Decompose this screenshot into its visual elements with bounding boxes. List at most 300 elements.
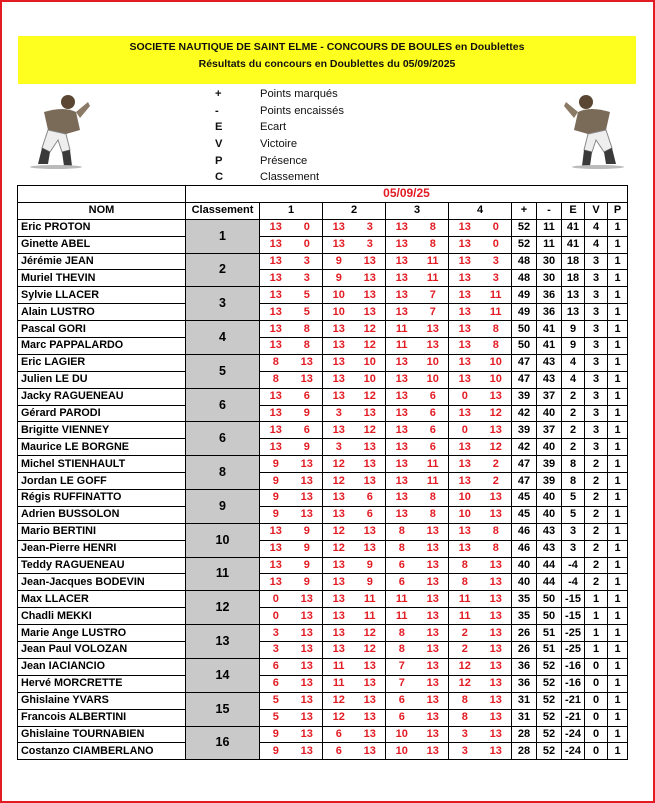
player-name: Brigitte VIENNEY [18, 422, 186, 439]
score-cell: 13 [355, 253, 386, 270]
score-cell: 13 [323, 338, 355, 355]
table-row [18, 692, 628, 709]
score-cell: 10 [449, 506, 481, 523]
table-row [18, 726, 628, 743]
presence-value: 1 [608, 321, 628, 338]
gap-value: -24 [562, 743, 585, 760]
points-scored: 28 [512, 743, 537, 760]
score-cell: 13 [481, 574, 512, 591]
wins-value: 1 [585, 591, 608, 608]
team-rank: 4 [186, 321, 260, 355]
score-cell: 13 [323, 388, 355, 405]
wins-value: 0 [585, 658, 608, 675]
score-cell: 13 [386, 506, 418, 523]
wins-value: 1 [585, 625, 608, 642]
score-cell: 12 [355, 388, 386, 405]
points-conceded: 39 [537, 473, 562, 490]
score-cell: 0 [260, 591, 292, 608]
presence-value: 1 [608, 219, 628, 236]
presence-value: 1 [608, 506, 628, 523]
wins-value: 3 [585, 388, 608, 405]
score-cell: 0 [481, 219, 512, 236]
score-cell: 13 [323, 219, 355, 236]
score-cell: 12 [323, 473, 355, 490]
legend-row [205, 152, 344, 169]
score-cell: 12 [355, 338, 386, 355]
score-cell: 10 [386, 743, 418, 760]
points-scored: 48 [512, 253, 537, 270]
score-cell: 13 [323, 574, 355, 591]
score-cell: 11 [481, 287, 512, 304]
player-name: Ginette ABEL [18, 236, 186, 253]
player-name: Jean-Jacques BODEVIN [18, 574, 186, 591]
score-cell: 12 [323, 692, 355, 709]
score-cell: 13 [449, 287, 481, 304]
score-cell: 13 [449, 473, 481, 490]
player-name: Mario BERTINI [18, 523, 186, 540]
score-cell: 13 [481, 726, 512, 743]
score-cell: 2 [481, 456, 512, 473]
table-row [18, 625, 628, 642]
score-cell: 13 [386, 456, 418, 473]
score-cell: 6 [418, 439, 449, 456]
presence-value: 1 [608, 456, 628, 473]
score-cell: 13 [449, 338, 481, 355]
score-cell: 11 [418, 456, 449, 473]
score-cell: 9 [260, 506, 292, 523]
gap-value: -4 [562, 557, 585, 574]
points-scored: 49 [512, 287, 537, 304]
legend-symbol: P [215, 154, 223, 167]
score-cell: 13 [449, 354, 481, 371]
score-cell: 0 [260, 608, 292, 625]
score-cell: 13 [323, 625, 355, 642]
score-cell: 13 [260, 304, 292, 321]
points-conceded: 40 [537, 405, 562, 422]
player-name: Marie Ange LUSTRO [18, 625, 186, 642]
player-name: Sylvie LLACER [18, 287, 186, 304]
score-cell: 13 [449, 540, 481, 557]
points-conceded: 44 [537, 557, 562, 574]
score-cell: 13 [292, 473, 323, 490]
wins-value: 3 [585, 253, 608, 270]
table-row [18, 608, 628, 625]
score-cell: 12 [323, 523, 355, 540]
score-cell: 11 [323, 675, 355, 692]
score-cell: 8 [386, 523, 418, 540]
presence-value: 1 [608, 388, 628, 405]
table-row [18, 523, 628, 540]
player-name: Costanzo CIAMBERLANO [18, 743, 186, 760]
score-cell: 8 [418, 236, 449, 253]
score-cell: 13 [292, 743, 323, 760]
score-cell: 13 [481, 709, 512, 726]
team-rank: 12 [186, 591, 260, 625]
gap-value: 4 [562, 354, 585, 371]
points-conceded: 40 [537, 506, 562, 523]
score-cell: 13 [260, 270, 292, 287]
score-cell: 13 [386, 405, 418, 422]
col-header-v: V [585, 202, 608, 219]
results-table [17, 185, 628, 760]
player-name: Jacky RAGUENEAU [18, 388, 186, 405]
legend-label: Présence [260, 154, 308, 167]
score-cell: 13 [386, 371, 418, 388]
points-conceded: 36 [537, 304, 562, 321]
score-cell: 13 [449, 236, 481, 253]
score-cell: 6 [418, 405, 449, 422]
player-name: Adrien BUSSOLON [18, 506, 186, 523]
score-cell: 7 [418, 287, 449, 304]
gap-value: 4 [562, 371, 585, 388]
score-cell: 13 [355, 287, 386, 304]
player-name: Michel STIENHAULT [18, 456, 186, 473]
gap-value: 5 [562, 506, 585, 523]
legend-label: Points encaissés [260, 104, 344, 117]
score-cell: 13 [386, 354, 418, 371]
score-cell: 11 [418, 270, 449, 287]
gap-value: -21 [562, 709, 585, 726]
wins-value: 3 [585, 405, 608, 422]
presence-value: 1 [608, 608, 628, 625]
player-name: Jean-Pierre HENRI [18, 540, 186, 557]
gap-value: -25 [562, 642, 585, 659]
points-conceded: 52 [537, 692, 562, 709]
col-header-round-4: 4 [449, 202, 512, 219]
score-cell: 13 [386, 287, 418, 304]
score-cell: 8 [449, 574, 481, 591]
points-scored: 39 [512, 422, 537, 439]
points-scored: 31 [512, 709, 537, 726]
score-cell: 10 [323, 304, 355, 321]
gap-value: 5 [562, 490, 585, 507]
table-row [18, 658, 628, 675]
score-cell: 13 [481, 490, 512, 507]
presence-value: 1 [608, 557, 628, 574]
points-scored: 48 [512, 270, 537, 287]
table-row [18, 473, 628, 490]
score-cell: 13 [481, 658, 512, 675]
score-cell: 3 [481, 253, 512, 270]
points-scored: 42 [512, 439, 537, 456]
score-cell: 9 [292, 405, 323, 422]
score-cell: 13 [418, 574, 449, 591]
score-cell: 9 [260, 743, 292, 760]
legend-row [205, 119, 344, 136]
score-cell: 11 [386, 321, 418, 338]
boules-player-left-icon [26, 90, 92, 170]
gap-value: 9 [562, 321, 585, 338]
score-cell: 3 [355, 219, 386, 236]
presence-value: 1 [608, 354, 628, 371]
score-cell: 13 [292, 709, 323, 726]
wins-value: 0 [585, 709, 608, 726]
player-name: Eric PROTON [18, 219, 186, 236]
presence-value: 1 [608, 675, 628, 692]
score-cell: 3 [449, 726, 481, 743]
score-cell: 6 [386, 574, 418, 591]
score-cell: 13 [418, 726, 449, 743]
points-scored: 26 [512, 625, 537, 642]
score-cell: 7 [386, 675, 418, 692]
score-cell: 13 [355, 439, 386, 456]
score-cell: 13 [260, 523, 292, 540]
score-cell: 13 [355, 473, 386, 490]
wins-value: 2 [585, 540, 608, 557]
score-cell: 13 [292, 371, 323, 388]
presence-value: 1 [608, 743, 628, 760]
legend-label: Victoire [260, 138, 298, 151]
team-rank: 10 [186, 523, 260, 557]
wins-value: 0 [585, 743, 608, 760]
score-cell: 10 [355, 354, 386, 371]
wins-value: 3 [585, 270, 608, 287]
score-cell: 13 [355, 523, 386, 540]
points-conceded: 39 [537, 456, 562, 473]
legend-row [205, 86, 344, 103]
score-cell: 8 [481, 523, 512, 540]
score-cell: 12 [355, 625, 386, 642]
gap-value: 8 [562, 456, 585, 473]
team-rank: 5 [186, 354, 260, 388]
score-cell: 10 [418, 354, 449, 371]
score-cell: 6 [260, 658, 292, 675]
score-cell: 13 [323, 321, 355, 338]
wins-value: 3 [585, 287, 608, 304]
score-cell: 13 [260, 321, 292, 338]
score-cell: 6 [418, 388, 449, 405]
player-name: Eric LAGIER [18, 354, 186, 371]
score-cell: 10 [481, 371, 512, 388]
presence-value: 1 [608, 422, 628, 439]
score-cell: 8 [449, 709, 481, 726]
score-cell: 13 [355, 304, 386, 321]
player-name: Hervé MORCRETTE [18, 675, 186, 692]
score-cell: 13 [481, 608, 512, 625]
team-rank: 6 [186, 422, 260, 456]
score-cell: 6 [418, 422, 449, 439]
header-banner [18, 36, 636, 84]
score-cell: 11 [449, 608, 481, 625]
player-name: Julien LE DU [18, 371, 186, 388]
legend-row [205, 169, 344, 186]
wins-value: 2 [585, 473, 608, 490]
page-title: SOCIETE NAUTIQUE DE SAINT ELME - CONCOURS DE BOULES en Doublettes [129, 41, 525, 53]
score-cell: 13 [323, 591, 355, 608]
score-cell: 9 [292, 557, 323, 574]
player-name: Alain LUSTRO [18, 304, 186, 321]
presence-value: 1 [608, 523, 628, 540]
presence-value: 1 [608, 338, 628, 355]
score-cell: 3 [323, 405, 355, 422]
score-cell: 13 [355, 743, 386, 760]
table-row [18, 557, 628, 574]
gap-value: 13 [562, 304, 585, 321]
presence-value: 1 [608, 405, 628, 422]
team-rank: 8 [186, 456, 260, 490]
table-row [18, 253, 628, 270]
player-name: Marc PAPPALARDO [18, 338, 186, 355]
score-cell: 9 [260, 726, 292, 743]
gap-value: -24 [562, 726, 585, 743]
player-name: Pascal GORI [18, 321, 186, 338]
score-cell: 10 [355, 371, 386, 388]
gap-value: 8 [562, 473, 585, 490]
legend-symbol: C [215, 171, 224, 184]
presence-value: 1 [608, 371, 628, 388]
score-cell: 5 [292, 287, 323, 304]
points-scored: 40 [512, 574, 537, 591]
column-header-row [18, 202, 628, 219]
wins-value: 2 [585, 506, 608, 523]
table-row [18, 642, 628, 659]
score-cell: 8 [449, 692, 481, 709]
score-cell: 6 [386, 692, 418, 709]
score-cell: 8 [481, 338, 512, 355]
score-cell: 8 [418, 219, 449, 236]
col-header-plus: + [512, 202, 537, 219]
score-cell: 13 [386, 304, 418, 321]
gap-value: -15 [562, 608, 585, 625]
score-cell: 6 [386, 557, 418, 574]
score-cell: 13 [481, 625, 512, 642]
score-cell: 11 [449, 591, 481, 608]
score-cell: 13 [418, 540, 449, 557]
score-cell: 13 [355, 270, 386, 287]
score-cell: 10 [323, 287, 355, 304]
wins-value: 2 [585, 523, 608, 540]
gap-value: 2 [562, 405, 585, 422]
points-conceded: 51 [537, 642, 562, 659]
score-cell: 13 [260, 439, 292, 456]
presence-value: 1 [608, 574, 628, 591]
score-cell: 8 [386, 625, 418, 642]
score-cell: 13 [449, 321, 481, 338]
points-scored: 42 [512, 405, 537, 422]
score-cell: 13 [292, 675, 323, 692]
points-conceded: 36 [537, 287, 562, 304]
score-cell: 11 [418, 473, 449, 490]
score-cell: 5 [260, 692, 292, 709]
score-cell: 13 [449, 405, 481, 422]
legend-row [205, 103, 344, 120]
wins-value: 4 [585, 236, 608, 253]
points-scored: 39 [512, 388, 537, 405]
date-header-row [18, 186, 628, 203]
score-cell: 13 [481, 591, 512, 608]
table-row [18, 219, 628, 236]
points-scored: 52 [512, 219, 537, 236]
score-cell: 13 [260, 388, 292, 405]
team-rank: 1 [186, 219, 260, 253]
date-header: 05/09/25 [186, 186, 628, 203]
table-row [18, 338, 628, 355]
score-cell: 13 [418, 608, 449, 625]
gap-value: 41 [562, 219, 585, 236]
score-cell: 11 [386, 591, 418, 608]
table-row [18, 236, 628, 253]
score-cell: 0 [292, 236, 323, 253]
score-cell: 13 [260, 405, 292, 422]
table-row [18, 304, 628, 321]
score-cell: 13 [292, 608, 323, 625]
presence-value: 1 [608, 625, 628, 642]
points-scored: 36 [512, 675, 537, 692]
presence-value: 1 [608, 253, 628, 270]
score-cell: 13 [323, 557, 355, 574]
points-conceded: 50 [537, 591, 562, 608]
score-cell: 6 [355, 506, 386, 523]
score-cell: 9 [355, 557, 386, 574]
score-cell: 9 [260, 473, 292, 490]
score-cell: 13 [418, 709, 449, 726]
points-scored: 36 [512, 658, 537, 675]
points-scored: 50 [512, 321, 537, 338]
table-row [18, 540, 628, 557]
score-cell: 7 [386, 658, 418, 675]
team-rank: 3 [186, 287, 260, 321]
points-conceded: 37 [537, 388, 562, 405]
wins-value: 2 [585, 490, 608, 507]
points-conceded: 52 [537, 709, 562, 726]
wins-value: 0 [585, 675, 608, 692]
score-cell: 6 [355, 490, 386, 507]
score-cell: 13 [292, 692, 323, 709]
score-cell: 13 [481, 642, 512, 659]
score-cell: 13 [355, 692, 386, 709]
score-cell: 13 [323, 608, 355, 625]
score-cell: 3 [260, 625, 292, 642]
score-cell: 3 [292, 270, 323, 287]
wins-value: 0 [585, 692, 608, 709]
points-scored: 35 [512, 591, 537, 608]
score-cell: 13 [292, 354, 323, 371]
legend-symbol: V [215, 138, 223, 151]
gap-value: 3 [562, 523, 585, 540]
table-row [18, 321, 628, 338]
presence-value: 1 [608, 490, 628, 507]
score-cell: 13 [355, 658, 386, 675]
score-cell: 13 [292, 506, 323, 523]
presence-value: 1 [608, 304, 628, 321]
player-name: Francois ALBERTINI [18, 709, 186, 726]
score-cell: 9 [260, 456, 292, 473]
score-cell: 9 [292, 574, 323, 591]
score-cell: 13 [481, 388, 512, 405]
score-cell: 11 [355, 608, 386, 625]
player-name: Chadli MEKKI [18, 608, 186, 625]
team-rank: 6 [186, 388, 260, 422]
score-cell: 13 [418, 625, 449, 642]
team-rank: 14 [186, 658, 260, 692]
score-cell: 13 [386, 270, 418, 287]
score-cell: 10 [386, 726, 418, 743]
points-conceded: 43 [537, 371, 562, 388]
score-cell: 13 [386, 388, 418, 405]
presence-value: 1 [608, 591, 628, 608]
score-cell: 13 [323, 422, 355, 439]
score-cell: 13 [386, 473, 418, 490]
score-cell: 8 [292, 338, 323, 355]
gap-value: 18 [562, 270, 585, 287]
score-cell: 0 [292, 219, 323, 236]
team-rank: 13 [186, 625, 260, 659]
table-row [18, 422, 628, 439]
points-conceded: 11 [537, 236, 562, 253]
score-cell: 9 [260, 490, 292, 507]
points-conceded: 50 [537, 608, 562, 625]
score-cell: 5 [260, 709, 292, 726]
